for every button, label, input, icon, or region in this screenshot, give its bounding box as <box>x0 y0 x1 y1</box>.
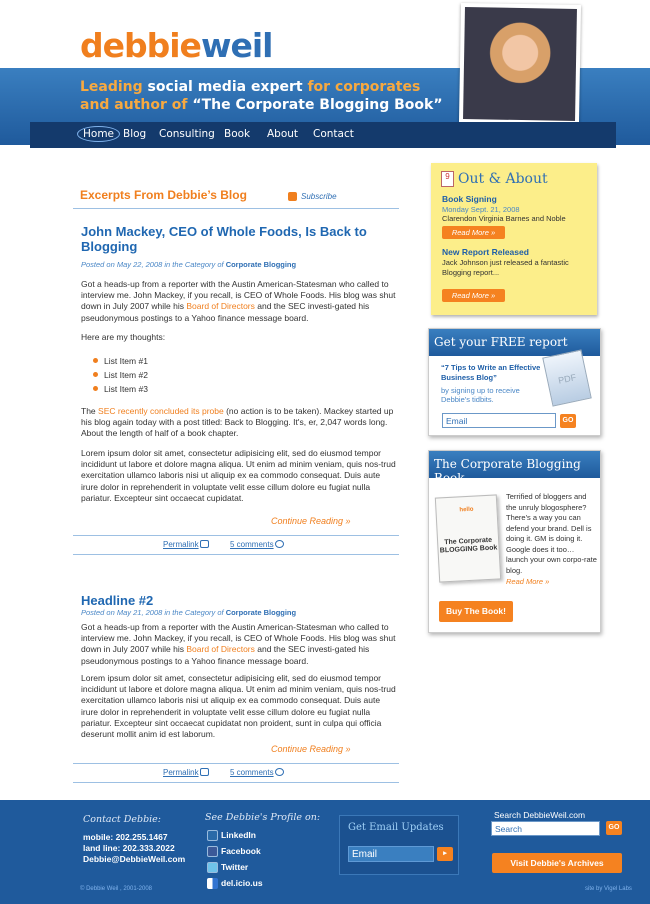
permalink-icon[interactable] <box>200 540 209 548</box>
post-meta <box>81 260 296 269</box>
pdf-icon: PDF <box>542 349 592 406</box>
nav-contact[interactable]: Contact <box>313 128 354 140</box>
board-link[interactable]: Board of Directors <box>186 301 255 312</box>
facebook-icon[interactable] <box>207 846 218 857</box>
post-date: Posted on May 22, 2008 in the Category of <box>81 260 224 269</box>
contact-email[interactable]: Debbie@DebbieWeil.com <box>83 854 186 864</box>
post-meta <box>81 608 296 617</box>
para-text: Got a heads-up from a reporter with the Austin American-Statesman who called to interview me. John Mackey, if you recall, is CEO of Whole Foods. His blog was shut down in July 2007 while his <box>81 622 396 655</box>
divider <box>73 782 399 783</box>
event-text: Clarendon Virginia Barnes and Noble <box>442 214 566 223</box>
nav-about[interactable]: About <box>267 128 299 140</box>
divider <box>73 763 399 764</box>
twitter-link[interactable]: Twitter <box>221 862 249 872</box>
event-date: Monday Sept. 21, 2008 <box>442 205 520 214</box>
comment-icon[interactable] <box>275 768 284 776</box>
cover-hello: hello <box>459 506 474 514</box>
cover-title: The Corporate BLOGGING Book <box>439 536 498 555</box>
tagline-1c: for corporates <box>307 79 421 95</box>
report-go-button[interactable]: GO <box>560 414 576 428</box>
post-paragraph: Lorem ipsum dolor sit amet, consectetur adipisicing elit, sed do eiusmod tempor incididunt ut labore et dolore magna aliqua. Ut enim ad minim veniam, quis nos-trud exercitation ullamco laboris nisi ut aliquip ex ea commodo consequat. Duis aute irure dolor in reprehenderit in voluptate velit esse cillum dolore eu fugiat nulla pariatur. Excepteur sint occaecat cupidatat non proident, sunt in culpa qui officia deserunt mollit anim id est laborum. <box>81 673 396 740</box>
tagline-2b: “The Corporate Blogging Book” <box>192 97 443 113</box>
list-item: List Item #1 <box>104 356 148 366</box>
bullet <box>93 372 98 377</box>
photo-image <box>463 7 577 121</box>
calendar-icon: 9 <box>441 171 454 187</box>
continue-reading-link[interactable]: Continue Reading » <box>271 744 351 754</box>
permalink-link[interactable]: Permalink <box>163 768 199 777</box>
free-report-title: Get your FREE report <box>429 329 600 356</box>
subscribe-link[interactable]: Subscribe <box>301 192 337 201</box>
book-box <box>428 450 601 633</box>
book-description: Terrified of bloggers and the unruly blogosphere? There's a way you can defend your brand. Dell is doing it. GM is doing it. Google does it too… launch your own corpo-rate blog. <box>506 492 597 575</box>
post-title[interactable]: John Mackey, CEO of Whole Foods, Is Back to Blogging <box>81 224 367 254</box>
read-more-button[interactable]: Read More » <box>442 226 505 239</box>
list-item: List Item #2 <box>104 370 148 380</box>
contact-landline: land line: 202.333.2022 <box>83 843 175 853</box>
continue-reading-link[interactable]: Continue Reading » <box>271 516 351 526</box>
post-category[interactable]: Corporate Blogging <box>225 608 297 617</box>
logo-last: weil <box>200 26 273 65</box>
buy-book-button[interactable]: Buy The Book! <box>439 601 513 622</box>
post-title[interactable]: Headline #2 <box>81 593 154 608</box>
free-report-box <box>428 328 601 436</box>
search-heading: Search DebbieWeil.com <box>494 810 586 820</box>
rss-icon[interactable] <box>288 192 297 201</box>
post-paragraph: Lorem ipsum dolor sit amet, consectetur adipisicing elit, sed do eiusmod tempor incididunt ut labore et dolore magna aliqua. Ut enim ad minim veniam, quis nos-trud exercitation ullamco laboris nisi ut aliquip ex ea commodo consequat. Duis aute irure dolor in reprehenderit in voluptate velit esse cillum dolore eu fugiat nulla pariatur. Excepteur sint occaecat cupidatat. <box>81 448 396 503</box>
linkedin-icon[interactable] <box>207 830 218 841</box>
delicious-icon[interactable] <box>207 878 218 889</box>
divider <box>73 535 399 536</box>
post-paragraph <box>81 622 397 667</box>
report-name[interactable]: “7 Tips to Write an Effective Business Blog” <box>441 363 541 382</box>
post-paragraph <box>81 279 397 324</box>
out-and-about-box <box>431 163 597 315</box>
event-text: Jack Johnson just released a fantastic Blogging report... <box>442 258 569 277</box>
board-link[interactable]: Board of Directors <box>186 644 255 655</box>
author-photo <box>459 3 581 125</box>
permalink-icon[interactable] <box>200 768 209 776</box>
comments-link[interactable]: 5 comments <box>230 540 274 549</box>
copyright: © Debbie Weil , 2001-2008 <box>80 886 153 892</box>
book-cover-image[interactable] <box>435 494 501 582</box>
post-paragraph: Here are my thoughts: <box>81 332 166 342</box>
comments-link[interactable]: 5 comments <box>230 768 274 777</box>
sec-link[interactable]: SEC recently concluded its probe <box>98 406 224 416</box>
event-title[interactable]: Book Signing <box>442 194 497 204</box>
site-logo[interactable] <box>80 26 272 65</box>
search-input[interactable]: Search <box>491 821 600 836</box>
report-email-input[interactable]: Email <box>442 413 556 428</box>
para-text: and the SEC investi-gated his pseudonymous postings to a Yahoo finance message board. <box>81 644 370 666</box>
contact-mobile: mobile: 202.255.1467 <box>83 832 168 842</box>
bullet <box>93 386 98 391</box>
search-go-button[interactable]: GO <box>606 821 622 835</box>
para-text: and the SEC investi-gated his pseudonymous postings to a Yahoo finance message board. <box>81 301 370 323</box>
linkedin-link[interactable]: LinkedIn <box>221 830 256 840</box>
tagline <box>80 78 443 114</box>
tagline-1b: social media expert <box>147 79 303 95</box>
logo-first: debbie <box>80 26 201 65</box>
out-about-title: Out & About <box>458 171 548 187</box>
main-nav <box>30 122 616 148</box>
comment-icon[interactable] <box>275 540 284 548</box>
list-item: List Item #3 <box>104 384 148 394</box>
para-text: The <box>81 406 96 416</box>
site-credit[interactable]: site by Vigel Labs <box>585 886 632 892</box>
book-read-more-link[interactable]: Read More » <box>506 577 550 586</box>
post-category[interactable]: Corporate Blogging <box>225 260 297 269</box>
nav-blog[interactable]: Blog <box>123 128 147 140</box>
profile-heading: See Debbie's Profile on: <box>205 812 321 823</box>
report-subtext: by signing up to receive Debbie's tidbits. <box>441 386 520 404</box>
email-updates-box <box>339 815 459 875</box>
footer <box>0 800 650 904</box>
para-text: (no action is to be taken). Mackey started up his blog again today with a post titled: Back to Blogging. It's, er, 2,047 words long. About the length of half of a book chapter. <box>81 406 394 439</box>
tagline-1a: Leading <box>80 79 143 95</box>
delicious-link[interactable]: del.icio.us <box>221 878 263 888</box>
divider <box>73 554 399 555</box>
event-title[interactable]: New Report Released <box>442 247 529 257</box>
post-date: Posted on May 21, 2008 in the Category of <box>81 608 224 617</box>
nav-consulting[interactable]: Consulting <box>159 128 215 140</box>
divider <box>73 208 399 209</box>
archives-button[interactable]: Visit Debbie's Archives <box>492 853 622 873</box>
para-text: Got a heads-up from a reporter with the Austin American-Statesman who called to interview me. John Mackey, if you recall, is CEO of Whole Foods. His blog was shut down in July 2007 while his <box>81 279 396 312</box>
twitter-icon[interactable] <box>207 862 218 873</box>
updates-email-input[interactable]: Email <box>348 846 434 862</box>
updates-submit-button[interactable]: ▸ <box>437 847 453 861</box>
book-box-title: The Corporate Blogging Book <box>429 451 600 478</box>
nav-home[interactable]: Home <box>77 126 120 142</box>
tagline-2a: and author of <box>80 97 188 113</box>
facebook-link[interactable]: Facebook <box>221 846 261 856</box>
nav-book[interactable]: Book <box>224 128 251 140</box>
read-more-button[interactable]: Read More » <box>442 289 505 302</box>
post-paragraph <box>81 406 397 440</box>
permalink-link[interactable]: Permalink <box>163 540 199 549</box>
bullet <box>93 358 98 363</box>
blog-heading: Excerpts From Debbie’s Blog <box>80 188 247 202</box>
contact-heading: Contact Debbie: <box>83 814 162 825</box>
email-updates-heading: Get Email Updates <box>348 822 444 833</box>
